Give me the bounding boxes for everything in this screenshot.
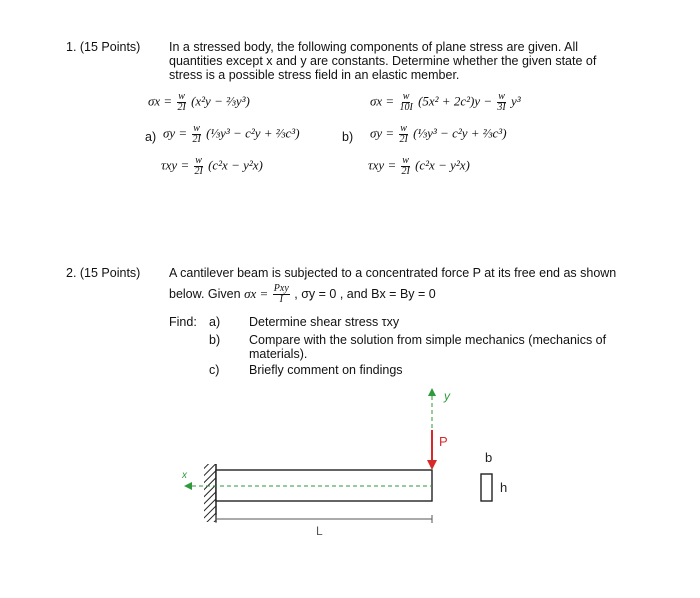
part-b-label: b) xyxy=(342,130,354,144)
problem2-number: 2. (15 Points) xyxy=(66,266,141,280)
given-denominator: I xyxy=(279,294,283,305)
find-item-a-label: a) xyxy=(209,315,221,329)
given-rest: , σy = 0 , and Bx = By = 0 xyxy=(294,286,436,301)
lhs: σy = xyxy=(163,125,188,141)
given-prefix: below. Given xyxy=(169,286,241,301)
length-label: L xyxy=(316,524,323,538)
lhs: σx = xyxy=(148,93,173,109)
expression: (c²x − y²x) xyxy=(208,157,263,173)
force-p-arrow xyxy=(427,460,437,470)
y-axis-arrow xyxy=(428,388,436,396)
denominator: 2I xyxy=(399,134,408,145)
find-item-c-text: Briefly comment on findings xyxy=(249,363,403,377)
problem1-number: 1. (15 Points) xyxy=(66,40,141,54)
find-label: Find: xyxy=(169,315,197,329)
cross-section-width-label: b xyxy=(485,450,493,465)
denominator: 2I xyxy=(177,102,186,113)
find-item-a-text: Determine shear stress τxy xyxy=(249,315,400,329)
lhs: σx = xyxy=(370,93,395,109)
numerator: w xyxy=(195,155,202,166)
x-axis-arrow xyxy=(184,482,192,490)
problem2-statement: A cantilever beam is subjected to a concentrated force P at its free end as shown xyxy=(169,266,617,280)
find-item-b-text: Compare with the solution from simple mechanics (mechanics of xyxy=(249,333,607,347)
expression: (c²x − y²x) xyxy=(415,157,470,173)
denominator: 2I xyxy=(194,166,203,177)
cross-section-height-label: h xyxy=(500,480,508,495)
expression: (⅓y³ − c²y + ⅔c³) xyxy=(413,125,507,141)
fixed-support xyxy=(204,464,216,522)
find-item-c-label: c) xyxy=(209,363,220,377)
given-numerator: Pxy xyxy=(273,283,289,294)
lhs: σy = xyxy=(370,125,395,141)
find-item-b-label: b) xyxy=(209,333,221,347)
expression-tail: y³ xyxy=(510,93,521,109)
x-axis-label: x xyxy=(182,470,187,481)
statement-line-3: stress is a possible stress field in an elastic member. xyxy=(169,68,460,82)
given-sigma-x: σx = xyxy=(244,285,269,301)
numerator: w xyxy=(402,155,409,166)
expression: (x²y − ⅔y³) xyxy=(191,93,250,109)
denominator: 2I xyxy=(192,134,201,145)
lhs: τxy = xyxy=(161,157,190,173)
numerator: w xyxy=(402,91,410,102)
part-a-label: a) xyxy=(145,130,157,144)
lhs: τxy = xyxy=(368,157,397,173)
cross-section xyxy=(481,474,492,501)
expression: (⅓y³ − c²y + ⅔c³) xyxy=(206,125,300,141)
force-p-label: P xyxy=(439,434,448,449)
statement-line-1: In a stressed body, the following components of plane stress are given. All xyxy=(169,40,579,54)
numerator: w xyxy=(193,123,200,134)
statement-line-2: quantities except x and y are constants. Determine whether the given state of xyxy=(169,54,597,68)
numerator: w xyxy=(178,91,185,102)
y-axis-label: y xyxy=(444,389,450,403)
denominator: 2I xyxy=(401,166,410,177)
expression: (5x² + 2c²)y − xyxy=(418,93,493,109)
denominator-2: 3I xyxy=(497,102,506,113)
numerator: w xyxy=(400,123,407,134)
numerator-2: w xyxy=(498,91,505,102)
denominator: 10I xyxy=(399,102,413,113)
find-item-b-text-cont: materials). xyxy=(249,347,308,361)
